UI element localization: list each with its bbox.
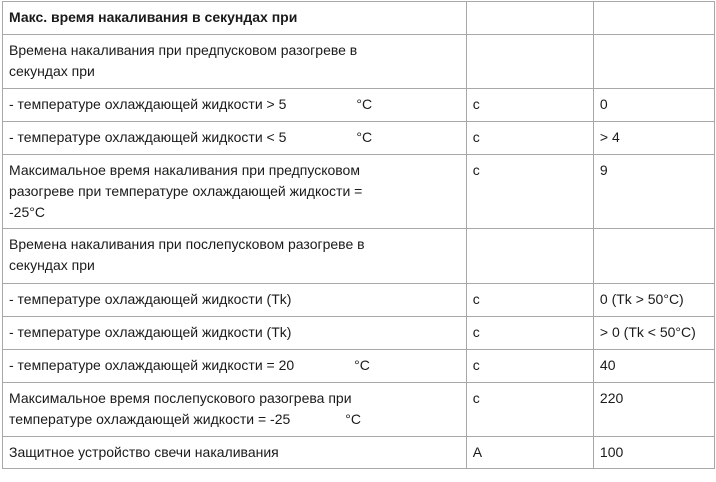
row-param: Времена накаливания при предпусковом разогреве в секундах при (3, 35, 467, 89)
row-unit: с (466, 155, 593, 229)
row-unit (466, 2, 593, 35)
table-row (3, 437, 715, 469)
table-row (3, 2, 715, 35)
row-value: 0 (Tk > 50°С) (593, 284, 714, 317)
param-unit: °С (356, 129, 373, 145)
section-heading: Макс. время накаливания в секундах при (9, 9, 298, 25)
row-unit: с (466, 122, 593, 155)
row-param: Защитное устройство свечи накаливания (3, 437, 467, 469)
row-value (593, 35, 714, 89)
param-text: Максимальное время послепускового разогрева при температуре охлаждающей жидкости = -25 (9, 390, 352, 427)
row-unit (466, 35, 593, 89)
table-row (3, 284, 715, 317)
param-unit: °С (345, 411, 361, 427)
row-param: Максимальное время накаливания при предпусковом разогреве при температуре охлаждающей жидкости = -25°С (3, 155, 467, 229)
table-row (3, 383, 715, 437)
row-param (3, 350, 467, 383)
param-text: - температуре охлаждающей жидкости = 20 (9, 357, 295, 373)
row-param: - температуре охлаждающей жидкости (Tk) (3, 317, 467, 350)
param-unit: °С (356, 96, 373, 112)
table-row (3, 350, 715, 383)
param-text: - температуре охлаждающей жидкости > 5 (9, 96, 287, 112)
param-unit: °С (354, 357, 370, 373)
row-unit (466, 229, 593, 284)
row-value: 0 (593, 89, 714, 122)
row-unit: А (466, 437, 593, 469)
row-value: 40 (593, 350, 714, 383)
row-param (3, 89, 467, 122)
row-value: > 4 (593, 122, 714, 155)
row-value: 9 (593, 155, 714, 229)
table-row (3, 155, 715, 229)
param-text: - температуре охлаждающей жидкости < 5 (9, 129, 287, 145)
row-param: Времена накаливания при послепусковом разогреве в секундах при (3, 229, 467, 284)
row-param (3, 2, 467, 35)
row-param (3, 383, 467, 437)
table-row (3, 122, 715, 155)
row-param (3, 122, 467, 155)
row-value: 100 (593, 437, 714, 469)
row-unit: с (466, 350, 593, 383)
row-unit: с (466, 383, 593, 437)
row-unit: с (466, 284, 593, 317)
row-value: 220 (593, 383, 714, 437)
glow-plug-spec-table (2, 1, 715, 469)
table-row (3, 229, 715, 284)
table-row (3, 89, 715, 122)
row-unit: с (466, 89, 593, 122)
row-value (593, 2, 714, 35)
row-value: > 0 (Tk < 50°С) (593, 317, 714, 350)
row-unit: с (466, 317, 593, 350)
table-row (3, 35, 715, 89)
table-row (3, 317, 715, 350)
row-param: - температуре охлаждающей жидкости (Tk) (3, 284, 467, 317)
row-value (593, 229, 714, 284)
